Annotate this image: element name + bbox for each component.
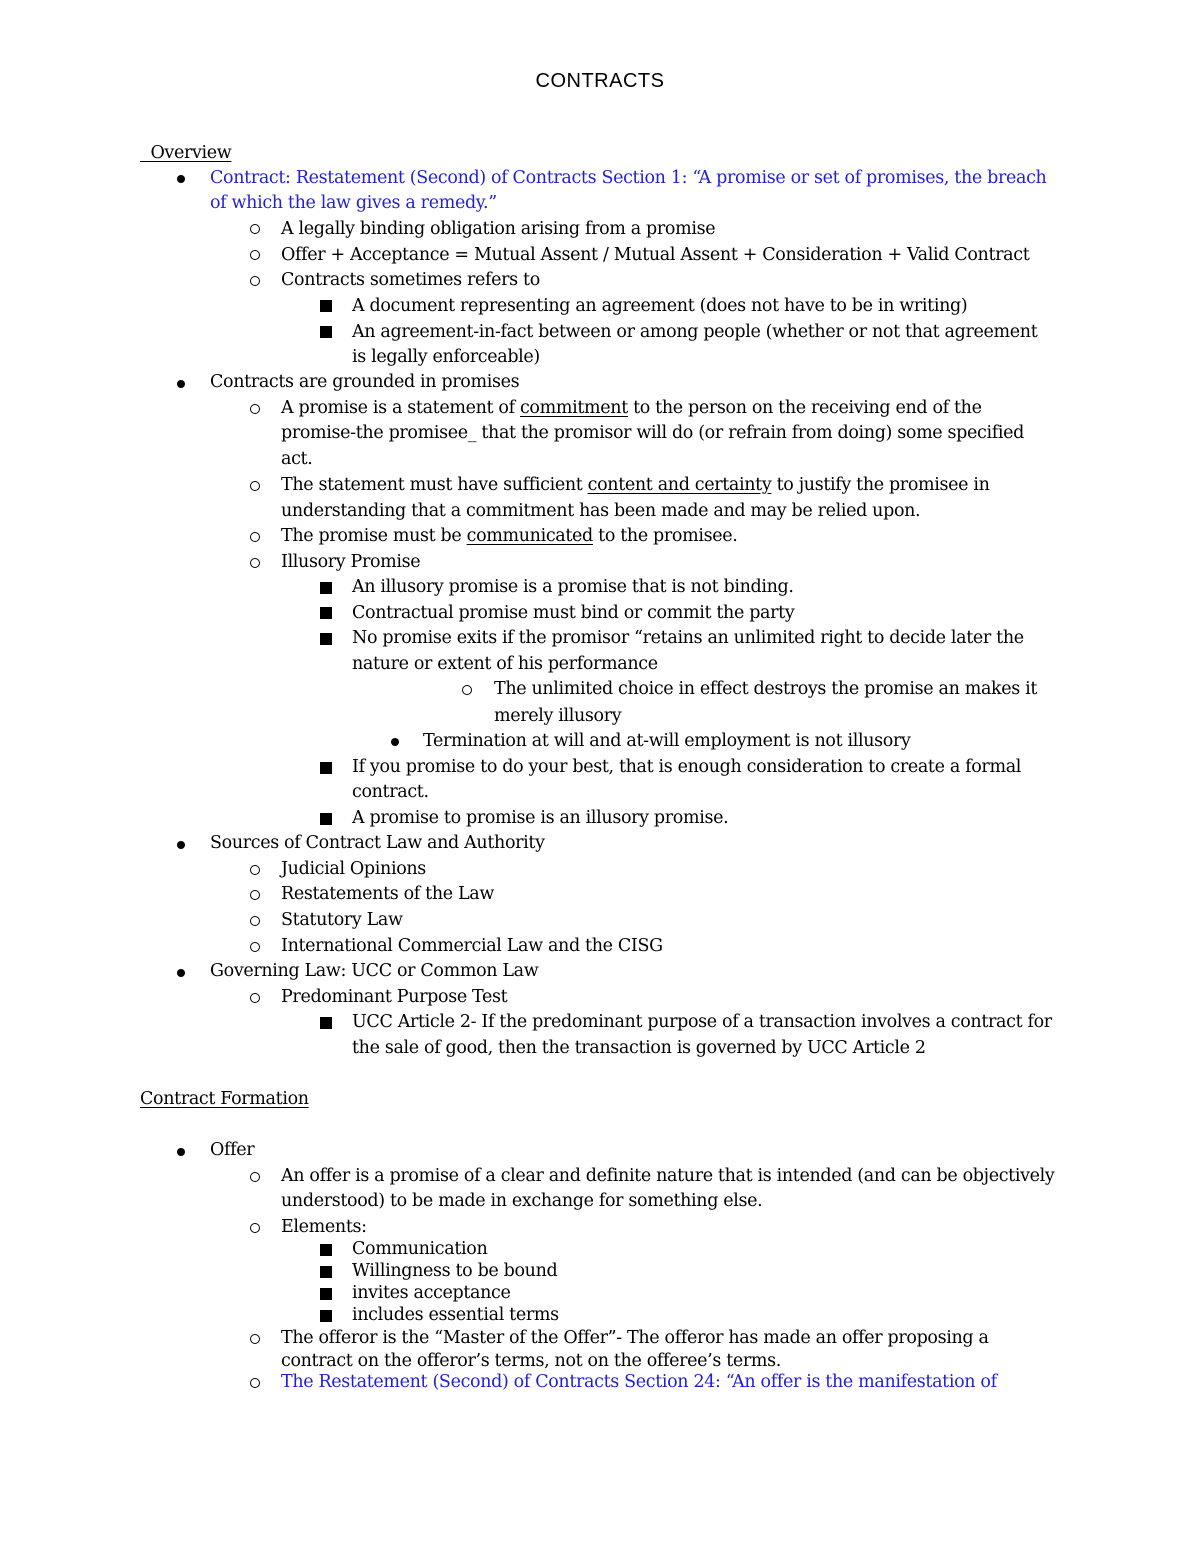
bullet-level2: [250, 993, 260, 1003]
bullet-level3: [320, 762, 332, 774]
list-item: Communication: [352, 1239, 488, 1259]
list-item-continuation: act.: [281, 449, 313, 469]
list-item: Restatements of the Law: [281, 884, 494, 904]
list-item: Offer: [210, 1140, 255, 1160]
list-item: Judicial Opinions: [281, 859, 426, 879]
list-item: Sources of Contract Law and Authority: [210, 833, 545, 853]
list-item: invites acceptance: [352, 1283, 511, 1303]
bullet-level5: [391, 738, 399, 746]
bullet-level2: [250, 481, 260, 491]
bullet-level2: [250, 1334, 260, 1344]
list-item-continuation: nature or extent of his performance: [352, 654, 658, 674]
list-item: Termination at will and at-will employment is not illusory: [423, 731, 911, 751]
bullet-level2: [250, 942, 260, 952]
bullet-level2: [250, 1172, 260, 1182]
list-item: A legally binding obligation arising from a promise: [281, 219, 716, 239]
list-item: No promise exits if the promisor “retains an unlimited right to decide later the: [352, 628, 1024, 648]
list-item: International Commercial Law and the CISG: [281, 936, 663, 956]
bullet-level3: [320, 813, 332, 825]
list-item: Governing Law: UCC or Common Law: [210, 961, 539, 981]
list-item: If you promise to do your best, that is enough consideration to create a formal: [352, 757, 1022, 777]
list-item: A document representing an agreement (does not have to be in writing): [352, 296, 968, 316]
list-item-continuation: is legally enforceable): [352, 347, 540, 367]
list-item: A promise is a statement of commitment to the person on the receiving end of the: [281, 398, 982, 418]
bullet-level2: [250, 404, 260, 414]
document-title: CONTRACTS: [535, 70, 665, 92]
bullet-level2: [250, 224, 260, 234]
contract-definition-line2: of which the law gives a remedy.”: [210, 193, 497, 213]
bullet-level1: [177, 841, 185, 849]
bullet-level3: [320, 1244, 332, 1256]
bullet-level1: [177, 969, 185, 977]
bullet-level2: [250, 558, 260, 568]
bullet-level3: [320, 607, 332, 619]
list-item: Elements:: [281, 1217, 367, 1237]
list-item: A promise to promise is an illusory promise.: [352, 808, 729, 828]
list-item: The statement must have sufficient content and certainty to justify the promisee in: [281, 475, 990, 495]
list-item: An offer is a promise of a clear and definite nature that is intended (and can be objectively: [281, 1166, 1055, 1186]
bullet-level4: [462, 685, 472, 695]
list-item: Willingness to be bound: [352, 1261, 558, 1281]
bullet-level2: [250, 250, 260, 260]
list-item: Contracts sometimes refers to: [281, 270, 540, 290]
bullet-level3: [320, 326, 332, 338]
bullet-level2: [250, 1223, 260, 1233]
bullet-level3: [320, 1266, 332, 1278]
contract-definition-line1: Contract: Restatement (Second) of Contracts Section 1: “A promise or set of promises, the breach: [210, 168, 1047, 188]
list-item: Offer + Acceptance = Mutual Assent / Mutual Assent + Consideration + Valid Contract: [281, 245, 1030, 265]
list-item-continuation: promise-the promisee_ that the promisor will do (or refrain from doing) some specified: [281, 423, 1024, 443]
bullet-level3: [320, 1310, 332, 1322]
list-item: UCC Article 2- If the predominant purpose of a transaction involves a contract for: [352, 1012, 1052, 1032]
bullet-level2: [250, 865, 260, 875]
bullet-level1: [177, 175, 185, 183]
list-item: The offeror is the “Master of the Offer”- The offeror has made an offer proposing a: [281, 1328, 989, 1348]
list-item: An agreement-in-fact between or among people (whether or not that agreement: [352, 322, 1038, 342]
bullet-level2: [250, 276, 260, 286]
list-item: The promise must be communicated to the promisee.: [281, 526, 738, 546]
list-item-continuation: merely illusory: [494, 706, 622, 726]
list-item: The unlimited choice in effect destroys the promise an makes it: [494, 679, 1038, 699]
bullet-level3: [320, 582, 332, 594]
list-item-continuation: understanding that a commitment has been made and may be relied upon.: [281, 501, 921, 521]
list-item: Predominant Purpose Test: [281, 987, 508, 1007]
bullet-level2: [250, 916, 260, 926]
list-item: Statutory Law: [281, 910, 403, 930]
list-item-continuation: the sale of good, then the transaction is governed by UCC Article 2: [352, 1038, 926, 1058]
bullet-level1: [177, 1148, 185, 1156]
list-item: An illusory promise is a promise that is not binding.: [352, 577, 794, 597]
list-item: includes essential terms: [352, 1305, 559, 1325]
list-item-continuation: contract on the offeror’s terms, not on the offeree’s terms.: [281, 1351, 782, 1371]
bullet-level3: [320, 1288, 332, 1300]
restatement-24-line: The Restatement (Second) of Contracts Section 24: “An offer is the manifestation of: [281, 1372, 997, 1392]
list-item-continuation: understood) to be made in exchange for something else.: [281, 1191, 763, 1211]
list-item: Contractual promise must bind or commit the party: [352, 603, 795, 623]
bullet-level3: [320, 633, 332, 645]
section-heading-formation: Contract Formation: [140, 1089, 309, 1109]
bullet-level3: [320, 1017, 332, 1029]
list-item: Contracts are grounded in promises: [210, 372, 520, 392]
bullet-level2: [250, 1378, 260, 1388]
section-heading-overview: Overview: [150, 143, 232, 163]
list-item-continuation: contract.: [352, 782, 429, 802]
bullet-level3: [320, 300, 332, 312]
bullet-level1: [177, 380, 185, 388]
bullet-level2: [250, 532, 260, 542]
list-item: Illusory Promise: [281, 552, 421, 572]
bullet-level2: [250, 890, 260, 900]
